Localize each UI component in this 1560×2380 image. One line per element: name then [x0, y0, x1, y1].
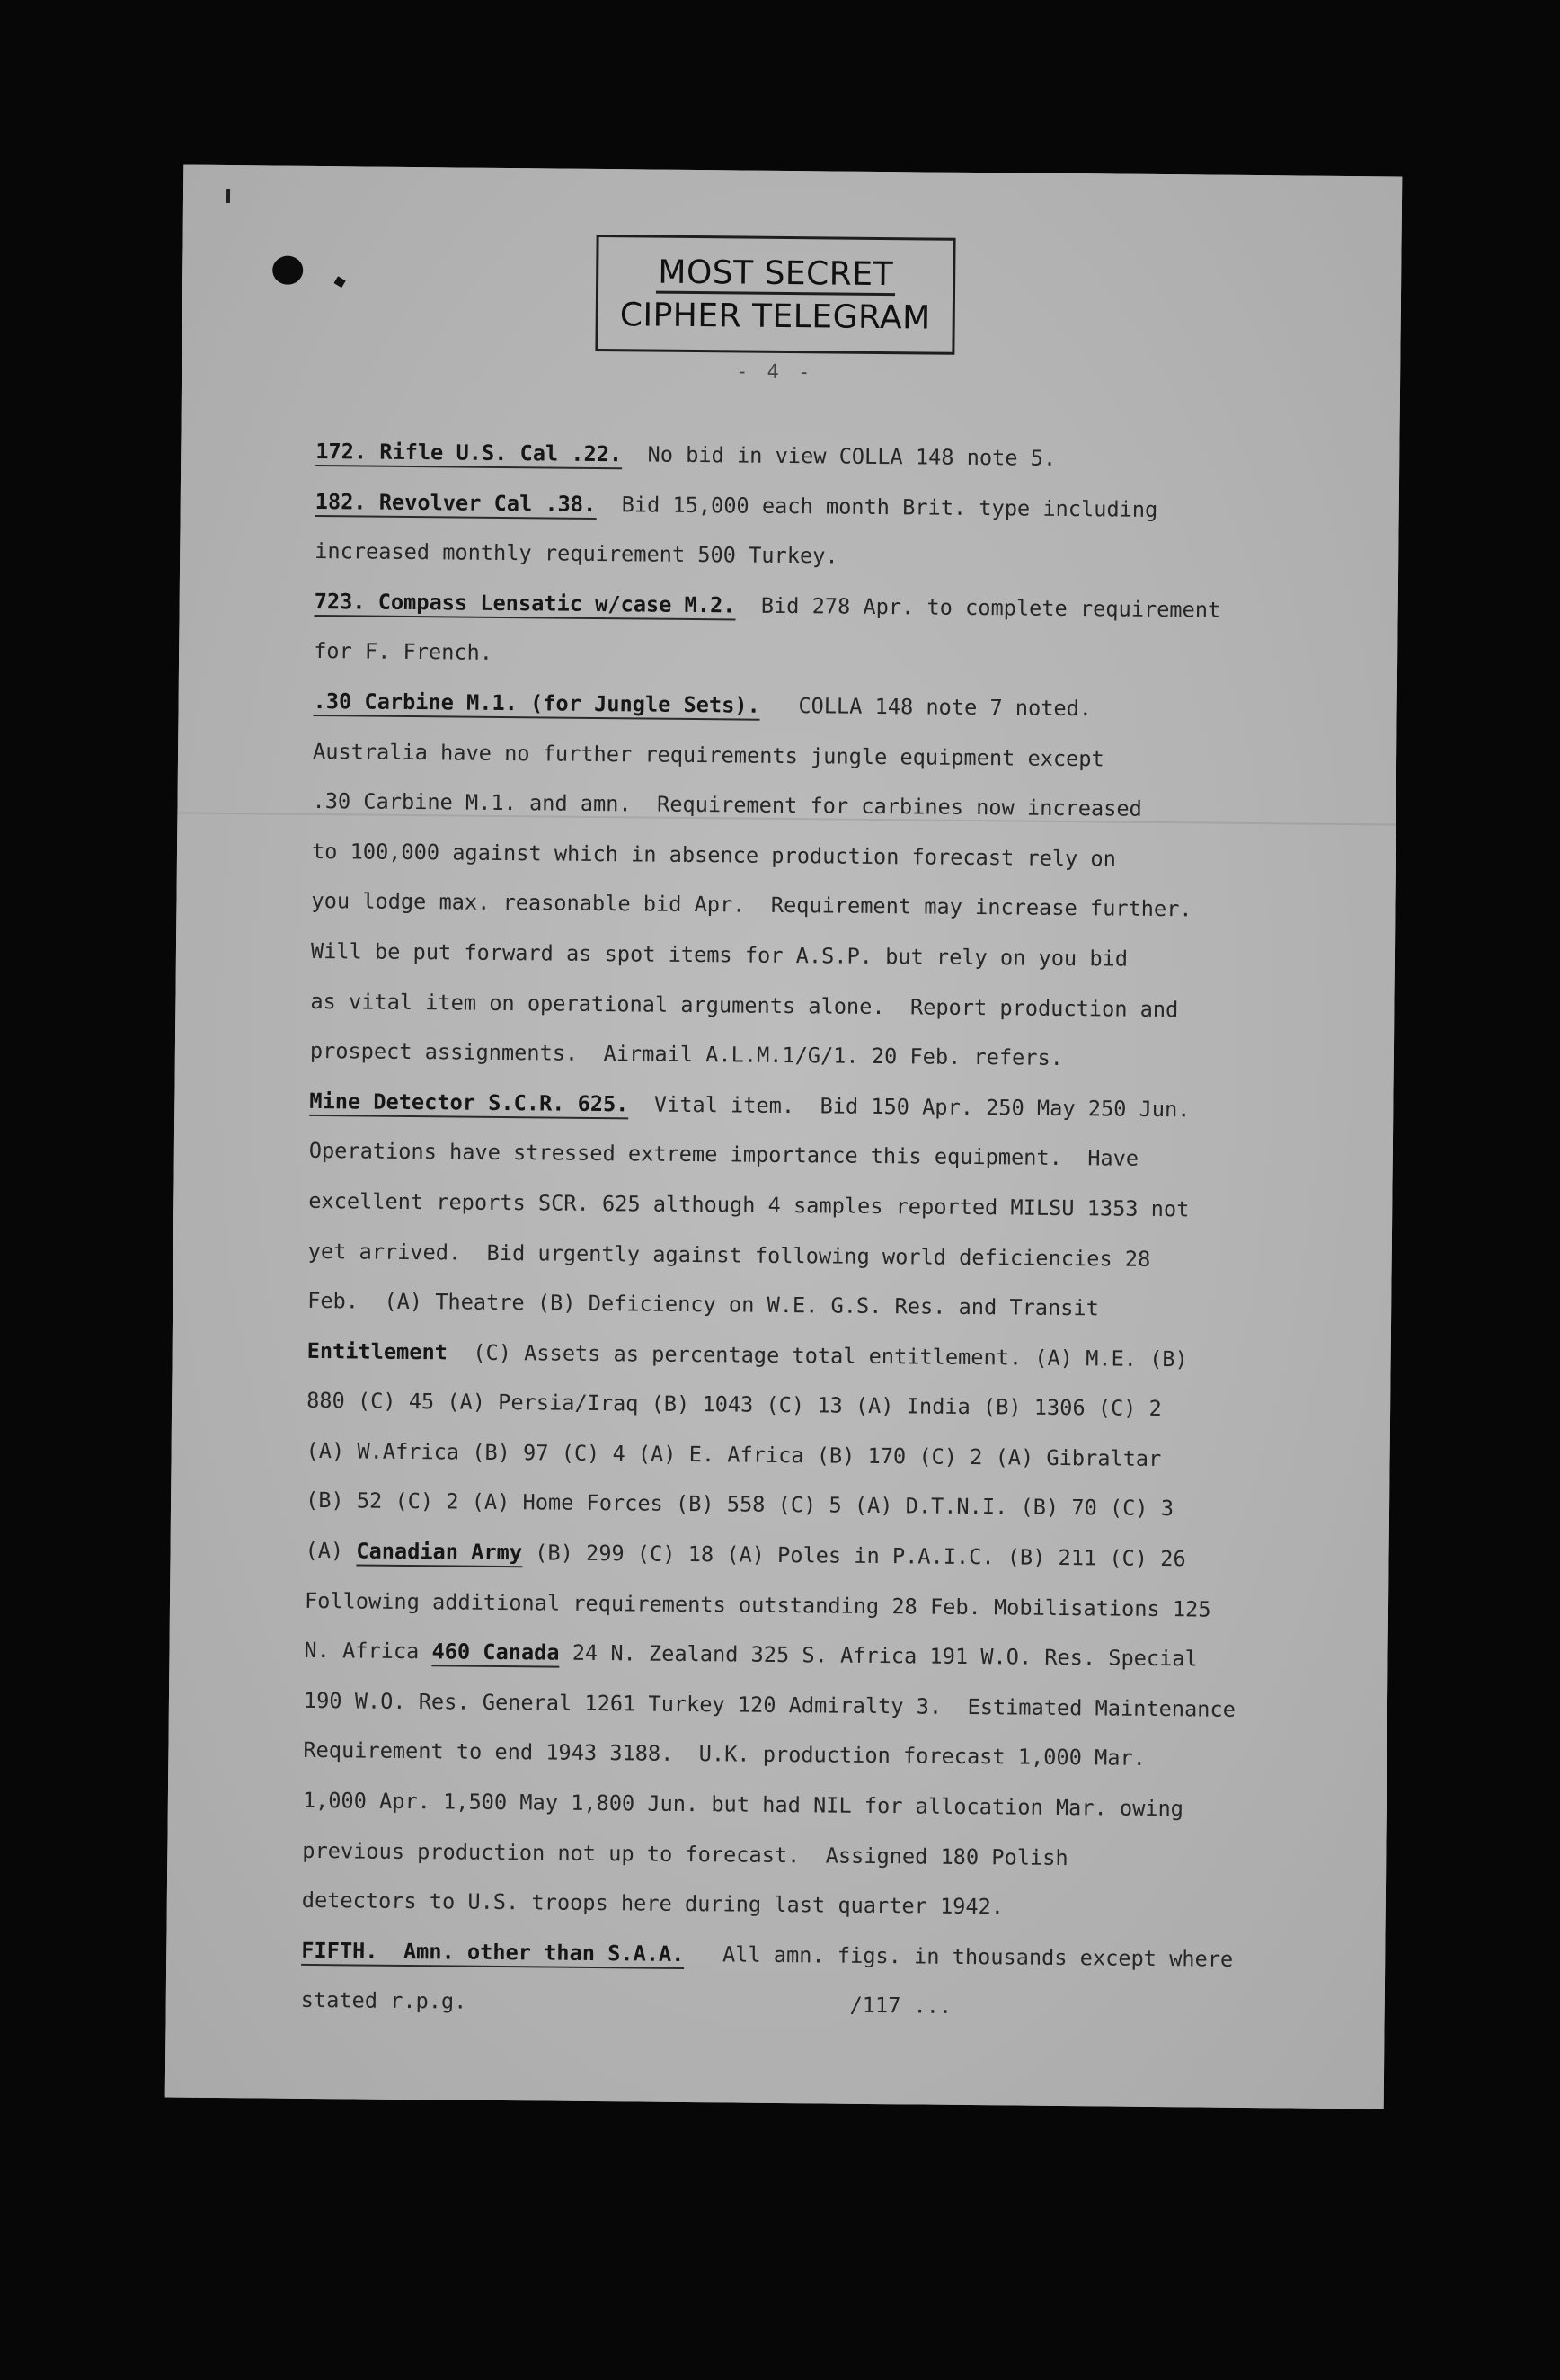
line-text: Feb. (A) Theatre (B) Deficiency on W.E. G.S. Res. and Transit: [307, 1288, 1100, 1321]
line-text: N. Africa: [304, 1638, 432, 1665]
line-text: (B) 52 (C) 2 (A) Home Forces (B) 558 (C) 5 (A) D.T.N.I. (B) 70 (C) 3: [305, 1488, 1174, 1522]
line-text: stated r.p.g.: [300, 1987, 467, 2015]
line-text: Bid 278 Apr. to complete requirement: [735, 592, 1221, 623]
line-text: Following additional requirements outstanding 28 Feb. Mobilisations 125: [304, 1587, 1211, 1622]
line-text: 1,000 Apr. 1,500 May 1,800 Jun. but had NIL for allocation Mar. owing: [302, 1787, 1184, 1822]
line-text: Australia have no further requirements jungle equipment except: [312, 738, 1104, 771]
text-line: [315, 427, 1349, 487]
line-text: /117 ...: [466, 1989, 953, 2020]
underlined-heading: 172. Rifle U.S. Cal .22.: [315, 439, 622, 469]
line-text: 190 W.O. Res. General 1261 Turkey 120 Admiralty 3. Estimated Maintenance: [303, 1687, 1236, 1722]
line-text: prospect assignments. Airmail A.L.M.1/G/1. 20 Feb. refers.: [309, 1038, 1064, 1071]
line-text: Operations have stressed extreme importance this equipment. Have: [308, 1138, 1139, 1172]
line-text: .30 Carbine M.1. and amn. Requirement for carbines now increased: [312, 788, 1142, 821]
underlined-heading: Mine Detector S.C.R. 625.: [309, 1088, 628, 1119]
line-text: No bid in view COLLA 148 note 5.: [622, 441, 1057, 471]
line-text: to 100,000 against which in absence production forecast rely on: [311, 838, 1117, 872]
underlined-heading: FIFTH. Amn. other than S.A.A.: [301, 1938, 684, 1969]
ink-speck: [334, 276, 346, 288]
line-text: yet arrived. Bid urgently against following world deficiencies 28: [307, 1238, 1151, 1272]
classification-stamp: [595, 235, 955, 355]
text-line: [300, 1976, 1334, 2036]
paper-mark: [226, 189, 230, 203]
line-text: excellent reports SCR. 625 although 4 samples reported MILSU 1353 not: [308, 1187, 1190, 1222]
line-text: 24 N. Zealand 325 S. Africa 191 W.O. Res. Special: [559, 1639, 1198, 1672]
line-text: (A): [305, 1537, 357, 1564]
line-text: previous production not up to forecast. Assigned 180 Polish: [302, 1837, 1068, 1870]
text-line: [311, 927, 1344, 987]
line-text: (C) Assets as percentage total entitlement. (A) M.E. (B): [447, 1339, 1188, 1372]
text-line: [313, 677, 1346, 737]
telegram-body: [300, 427, 1349, 2036]
line-text: detectors to U.S. troops here during last quarter 1942.: [301, 1887, 1005, 1920]
line-text: Bid 15,000 each month Brit. type including: [596, 491, 1158, 522]
line-text: (A) W.Africa (B) 97 (C) 4 (A) E. Africa (B) 170 (C) 2 (A) Gibraltar: [306, 1437, 1162, 1471]
line-text: Vital item. Bid 150 Apr. 250 May 250 Jun.: [628, 1091, 1191, 1123]
line-text: All amn. figs. in thousands except where: [684, 1940, 1234, 1972]
underlined-heading: 460 Canada: [431, 1639, 559, 1668]
line-text: Requirement to end 1943 3188. U.K. production forecast 1,000 Mar.: [303, 1737, 1147, 1772]
page-number: - 4 -: [735, 360, 814, 385]
stamp-line-most-secret: MOST SECRET: [656, 254, 895, 297]
underlined-heading: Canadian Army: [356, 1539, 522, 1568]
underlined-heading: 182. Revolver Cal .38.: [315, 489, 597, 520]
text-line: [308, 1177, 1342, 1237]
underlined-heading: .30 Carbine M.1. (for Jungle Sets).: [313, 688, 759, 721]
line-text: 880 (C) 45 (A) Persia/Iraq (B) 1043 (C) 13 (A) India (B) 1306 (C) 2: [306, 1388, 1162, 1422]
line-text: as vital item on operational arguments alone. Report production and: [310, 988, 1179, 1022]
line-text: you lodge max. reasonable bid Apr. Requirement may increase further.: [311, 888, 1192, 922]
bold-heading: Entitlement: [306, 1337, 448, 1365]
line-text: COLLA 148 note 7 noted.: [759, 692, 1093, 722]
line-text: Will be put forward as spot items for A.S.P. but rely on you bid: [310, 937, 1129, 972]
line-text: increased monthly requirement 500 Turkey.: [315, 538, 838, 569]
stamp-line-cipher-telegram: CIPHER TELEGRAM: [619, 297, 931, 337]
punch-hole: [272, 255, 303, 284]
telegram-page: [165, 165, 1403, 2109]
line-text: (B) 299 (C) 18 (A) Poles in P.A.I.C. (B) 211 (C) 26: [521, 1540, 1186, 1572]
line-text: for F. French.: [314, 638, 493, 666]
underlined-heading: 723. Compass Lensatic w/case M.2.: [315, 589, 736, 620]
